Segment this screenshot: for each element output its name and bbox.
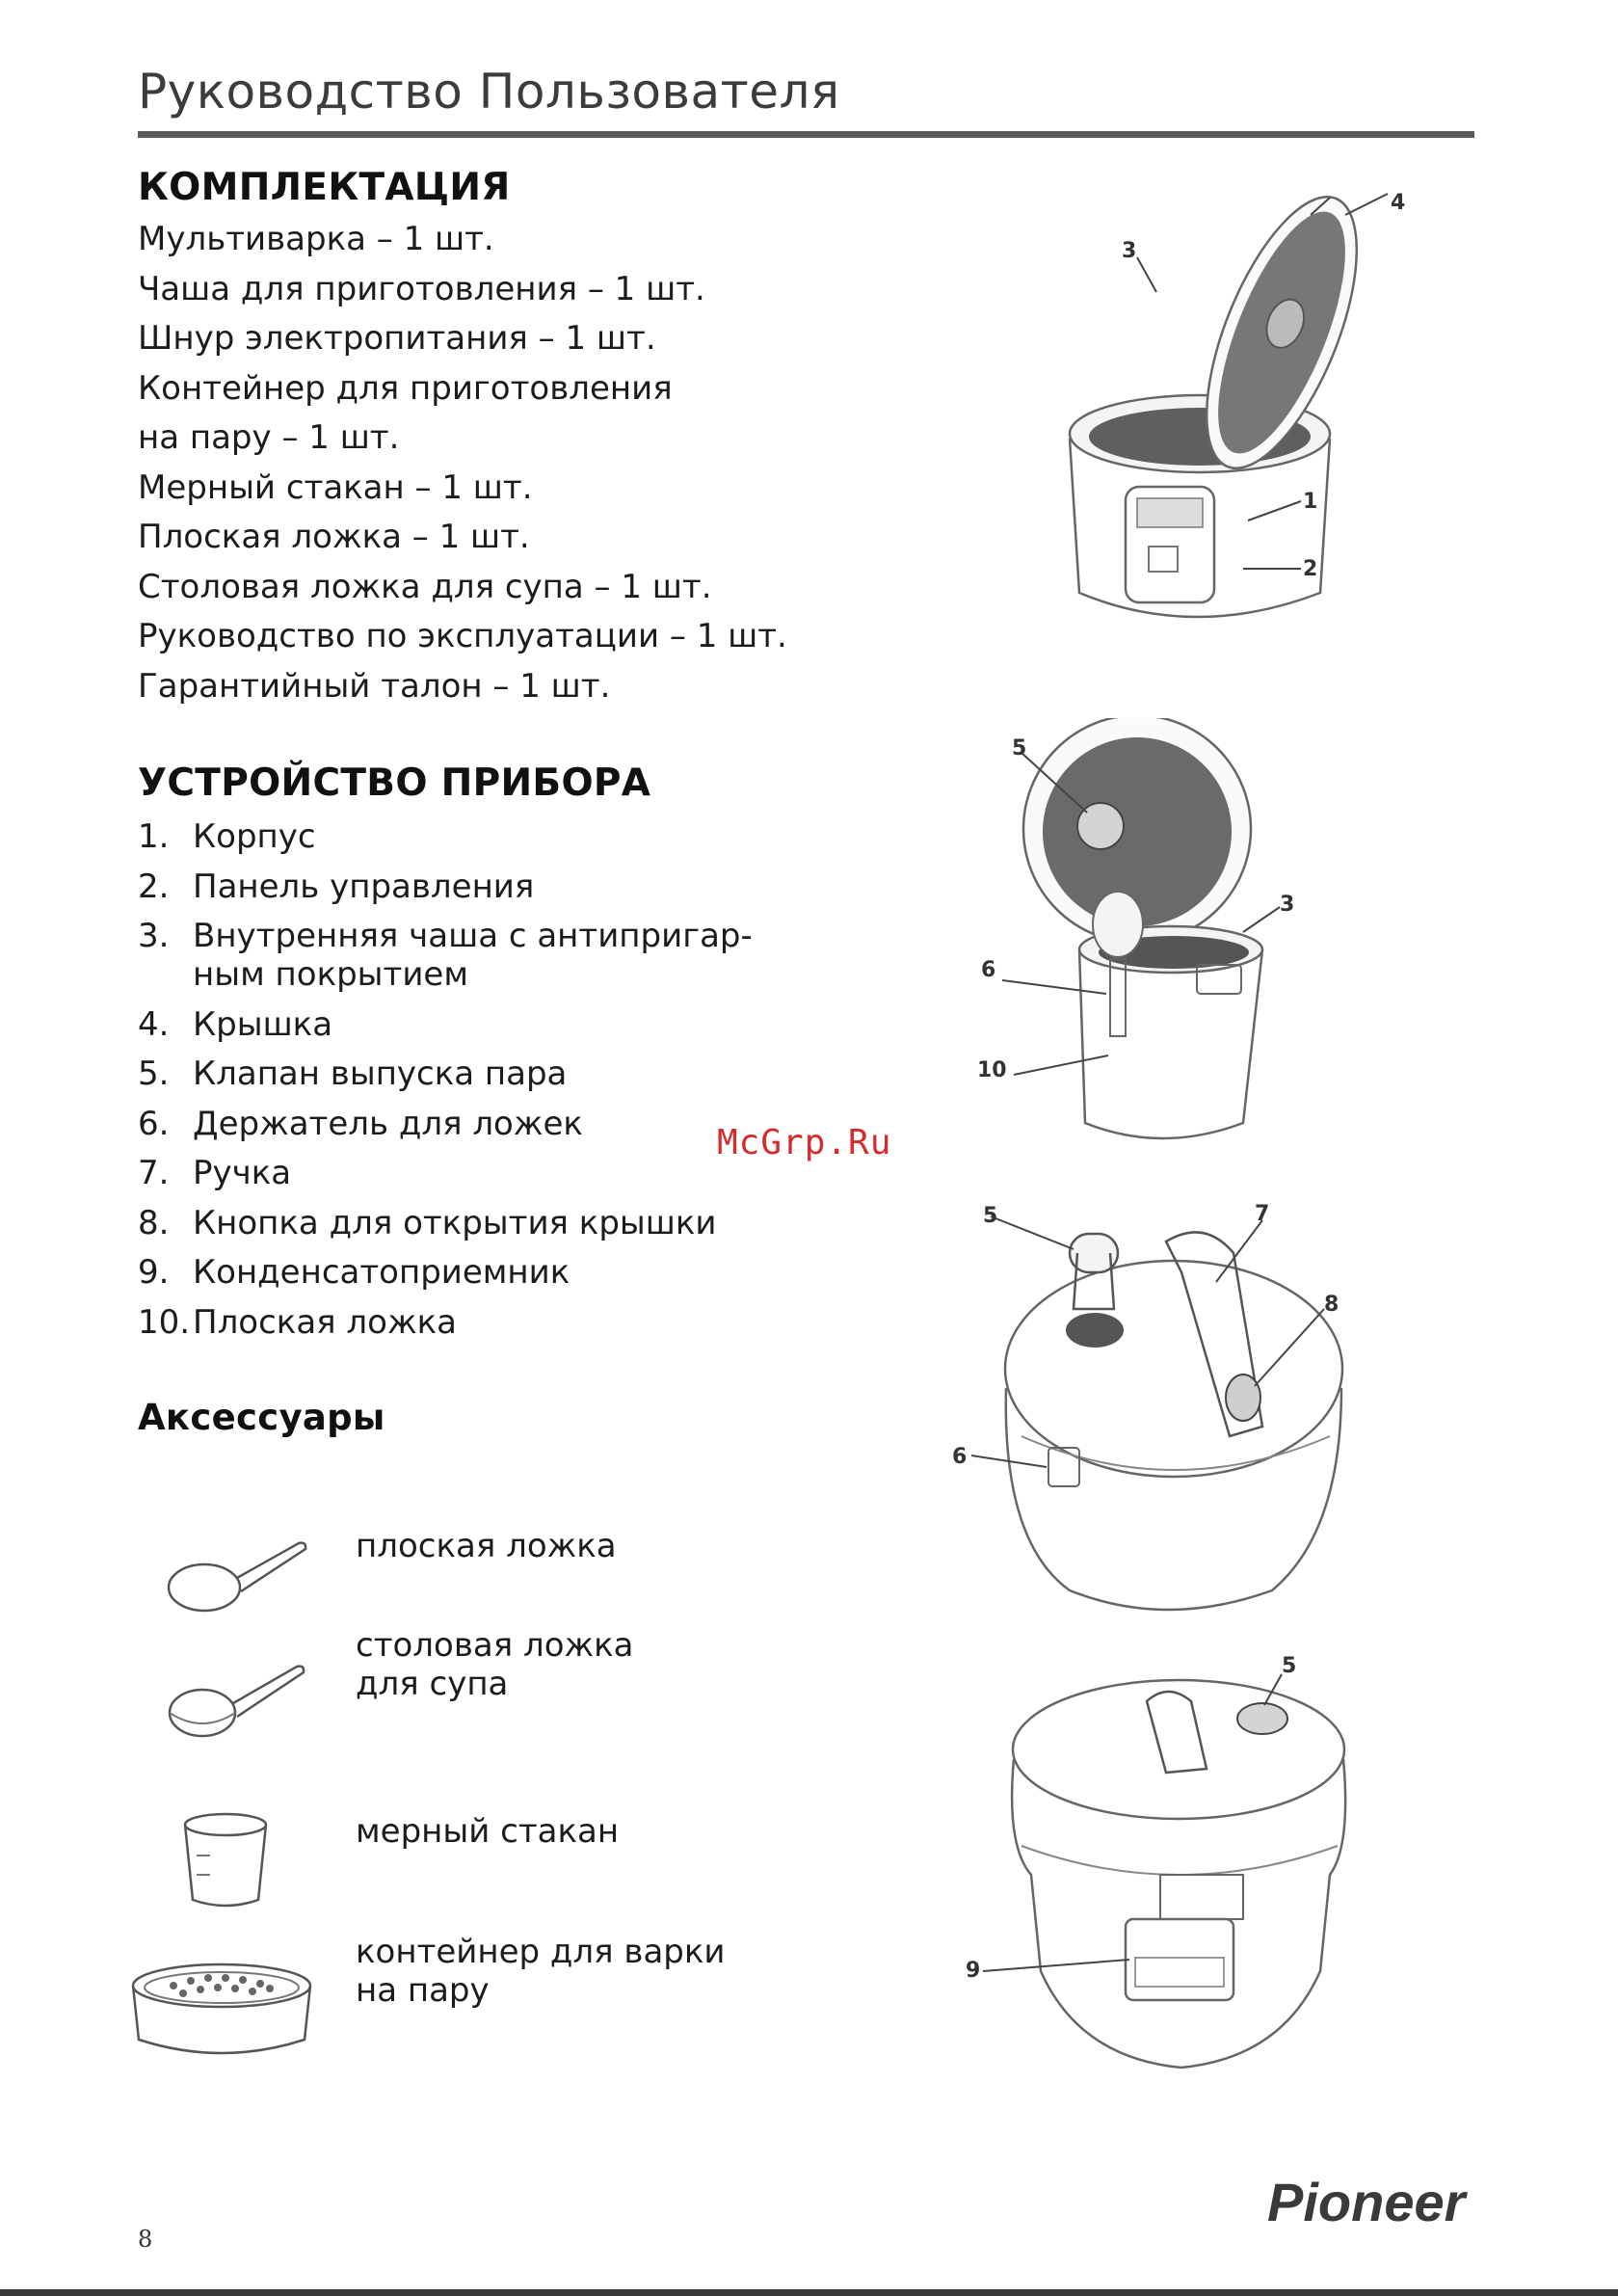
callout-label: 5 — [1012, 736, 1027, 761]
item-text: Корпус — [193, 817, 316, 856]
list-item — [138, 1253, 812, 1292]
list-item: на пару – 1 шт. — [138, 418, 400, 457]
callout-label: 5 — [1282, 1654, 1297, 1678]
list-item: Чаша для приготовления – 1 шт. — [138, 269, 705, 308]
callout-label: 10 — [977, 1058, 1007, 1082]
flat-spoon-icon — [154, 1528, 308, 1624]
accessory-label: контейнер для варки на пару — [356, 1933, 726, 2010]
title-divider — [138, 131, 1474, 138]
list-item — [138, 1154, 812, 1192]
list-item: Руководство по эксплуатации – 1 шт. — [138, 617, 787, 655]
item-text: Плоская ложка — [193, 1302, 457, 1342]
list-item — [138, 817, 812, 856]
device-parts-heading: УСТРОЙСТВО ПРИБОРА — [138, 761, 651, 805]
list-item: Контейнер для приготовления — [138, 368, 673, 408]
item-text: Внутренняя чаша с антипригар- ным покрытием — [193, 917, 753, 994]
package-contents-heading: КОМПЛЕКТАЦИЯ — [138, 166, 511, 209]
accessories-heading: Аксессуары — [138, 1397, 385, 1438]
item-text: Конденсатоприемник — [193, 1253, 570, 1292]
list-item: Мультиварка – 1 шт. — [138, 220, 494, 258]
callout-label: 2 — [1303, 557, 1318, 581]
item-text: Панель управления — [193, 867, 535, 906]
list-item: Гарантийный талон – 1 шт. — [138, 666, 611, 706]
item-number: 4. — [138, 1004, 170, 1044]
list-item: Плоская ложка – 1 шт. — [138, 518, 530, 556]
accessory-label: плоская ложка — [356, 1527, 617, 1565]
item-text: Клапан выпуска пара — [193, 1055, 568, 1093]
callout-label: 7 — [1255, 1202, 1270, 1226]
list-item — [138, 868, 812, 906]
list-item: Шнур электропитания – 1 шт. — [138, 319, 656, 358]
list-item — [138, 1105, 812, 1143]
list-item — [138, 1303, 812, 1342]
item-number: 7. — [138, 1154, 170, 1192]
soup-spoon-icon — [154, 1653, 308, 1749]
cooker-closed-figure — [944, 1195, 1359, 1629]
page-title: Руководство Пользователя — [138, 64, 840, 120]
list-item: Мерный стакан – 1 шт. — [138, 467, 533, 507]
callout-label: 8 — [1324, 1293, 1339, 1317]
steamer-basket-icon — [125, 1957, 318, 2063]
list-item — [138, 1005, 812, 1044]
cooker-lid-figure — [973, 718, 1359, 1161]
callout-label: 1 — [1303, 490, 1318, 514]
callout-label: 3 — [1280, 893, 1295, 917]
item-number: 10. — [138, 1302, 191, 1342]
item-text: Крышка — [193, 1004, 333, 1044]
list-item: Столовая ложка для супа – 1 шт. — [138, 567, 712, 606]
callout-label: 6 — [952, 1445, 968, 1469]
callout-label: 5 — [983, 1204, 998, 1228]
item-text: Кнопка для открытия крышки — [193, 1203, 717, 1242]
measuring-cup-icon — [173, 1807, 279, 1913]
item-number: 8. — [138, 1203, 170, 1242]
list-item — [138, 917, 812, 994]
callout-label: 3 — [1122, 239, 1137, 263]
page-number: 8 — [138, 2226, 153, 2253]
item-number: 9. — [138, 1253, 170, 1292]
accessory-label: столовая ложка для супа — [356, 1626, 634, 1703]
cooker-open-figure — [1041, 188, 1426, 651]
item-number: 3. — [138, 917, 170, 955]
item-text: Ручка — [193, 1154, 292, 1192]
item-text: Держатель для ложек — [193, 1104, 583, 1143]
watermark-text: McGrp.Ru — [717, 1123, 892, 1162]
callout-label: 4 — [1391, 191, 1406, 215]
callout-label: 9 — [966, 1959, 981, 1983]
item-number: 1. — [138, 817, 170, 856]
accessory-label: мерный стакан — [356, 1812, 620, 1851]
bottom-divider — [0, 2289, 1618, 2296]
device-parts-list — [138, 817, 812, 1352]
item-number: 6. — [138, 1104, 170, 1143]
callout-label: 6 — [981, 958, 996, 982]
list-item — [138, 1204, 812, 1242]
package-contents-list — [138, 215, 787, 711]
cooker-back-figure — [954, 1653, 1359, 2077]
item-number: 2. — [138, 867, 170, 906]
brand-logo: Pioneer — [1267, 2172, 1466, 2232]
item-number: 5. — [138, 1055, 170, 1093]
list-item — [138, 1055, 812, 1093]
